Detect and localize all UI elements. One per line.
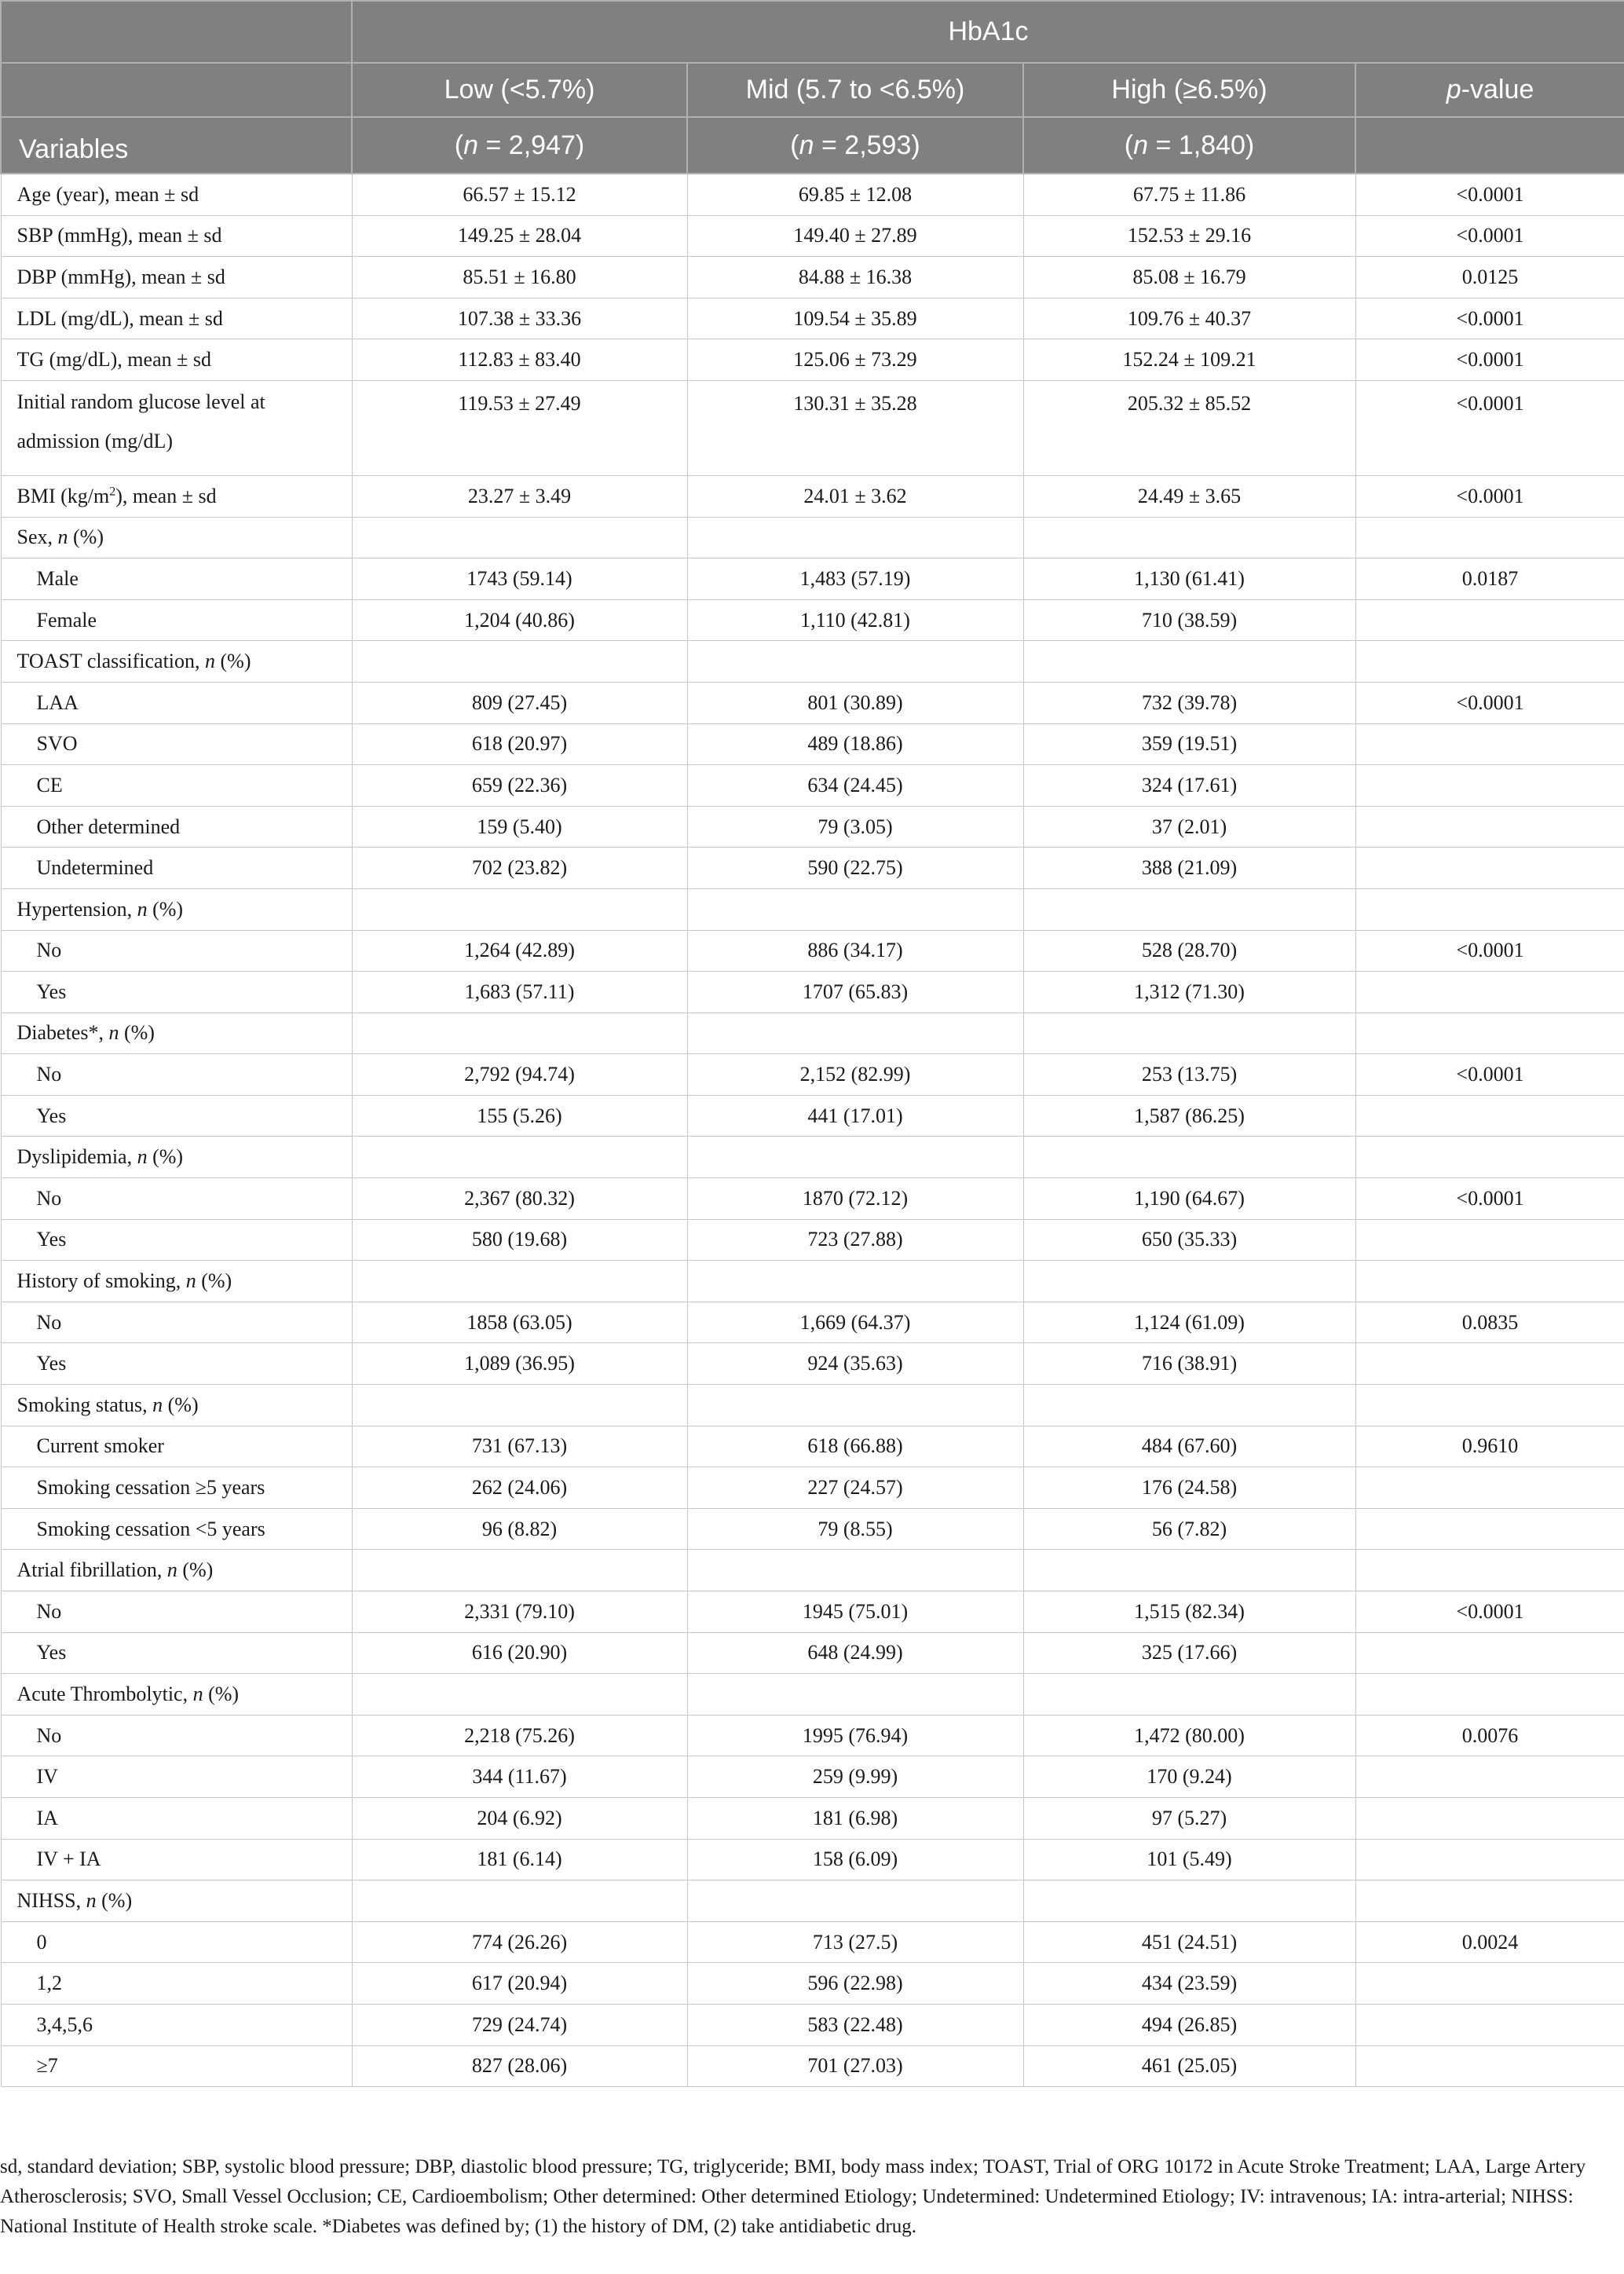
table-row: [1, 765, 1624, 807]
table-row: [1, 558, 1624, 600]
cell-p: [1355, 1219, 1624, 1261]
empty-cell: [1355, 1880, 1624, 1922]
empty-cell: [1355, 1385, 1624, 1426]
empty-cell: [687, 641, 1023, 683]
cell-high: 494 (26.85): [1023, 2004, 1355, 2045]
cell-low: 2,792 (94.74): [352, 1054, 687, 1096]
table-row: [1, 1508, 1624, 1550]
row-label: CE: [1, 765, 352, 807]
cell-mid: 84.88 ± 16.38: [687, 257, 1023, 298]
empty-cell: [687, 888, 1023, 930]
row-label: Initial random glucose level at admission (mg/dL): [1, 380, 352, 475]
high-group-header: High (≥6.5%): [1023, 63, 1355, 117]
cell-mid: 648 (24.99): [687, 1632, 1023, 1674]
empty-cell: [1023, 641, 1355, 683]
row-label: Sex, n (%): [1, 517, 352, 558]
cell-high: 1,312 (71.30): [1023, 972, 1355, 1013]
cell-mid: 227 (24.57): [687, 1467, 1023, 1509]
empty-cell: [1355, 517, 1624, 558]
empty-cell: [352, 1550, 687, 1591]
table-row: [1, 1012, 1624, 1054]
table-row: [1, 972, 1624, 1013]
empty-cell: [352, 517, 687, 558]
row-label: Other determined: [1, 806, 352, 848]
cell-high: 451 (24.51): [1023, 1921, 1355, 1963]
cell-p: [1355, 1839, 1624, 1880]
cell-p: [1355, 765, 1624, 807]
row-label: IV: [1, 1756, 352, 1798]
cell-p: 0.0076: [1355, 1715, 1624, 1756]
cell-high: 388 (21.09): [1023, 848, 1355, 889]
table-row: [1, 298, 1624, 339]
empty-cell: [352, 1385, 687, 1426]
cell-low: 344 (11.67): [352, 1756, 687, 1798]
row-label: Hypertension, n (%): [1, 888, 352, 930]
cell-high: 434 (23.59): [1023, 1963, 1355, 2005]
empty-cell: [687, 1012, 1023, 1054]
empty-cell: [687, 1880, 1023, 1922]
row-label: LDL (mg/dL), mean ± sd: [1, 298, 352, 339]
table-row: [1, 1343, 1624, 1385]
row-label: No: [1, 1178, 352, 1220]
row-label: 1,2: [1, 1963, 352, 2005]
table-row: [1, 599, 1624, 641]
row-label: SVO: [1, 723, 352, 765]
table-row: [1, 380, 1624, 475]
cell-mid: 79 (3.05): [687, 806, 1023, 848]
header-corner-2: [1, 63, 352, 117]
row-label: Male: [1, 558, 352, 600]
cell-low: 2,218 (75.26): [352, 1715, 687, 1756]
cell-mid: 618 (66.88): [687, 1426, 1023, 1467]
row-label: No: [1, 1591, 352, 1633]
row-label: ≥7: [1, 2045, 352, 2087]
row-label: Yes: [1, 1632, 352, 1674]
low-group-header: Low (<5.7%): [352, 63, 687, 117]
row-label: IV + IA: [1, 1839, 352, 1880]
row-label: Yes: [1, 972, 352, 1013]
cell-high: 1,515 (82.34): [1023, 1591, 1355, 1633]
row-label: Age (year), mean ± sd: [1, 174, 352, 215]
cell-mid: 181 (6.98): [687, 1797, 1023, 1839]
cell-high: 176 (24.58): [1023, 1467, 1355, 1509]
empty-cell: [1023, 1880, 1355, 1922]
empty-cell: [352, 888, 687, 930]
table-row: [1, 1302, 1624, 1343]
cell-high: 109.76 ± 40.37: [1023, 298, 1355, 339]
cell-low: 809 (27.45): [352, 682, 687, 723]
empty-cell: [352, 1137, 687, 1178]
table-row: [1, 215, 1624, 257]
row-label: Female: [1, 599, 352, 641]
table-row: [1, 257, 1624, 298]
low-n-header: (n = 2,947): [352, 117, 687, 174]
empty-cell: [1355, 1012, 1624, 1054]
cell-high: 359 (19.51): [1023, 723, 1355, 765]
table-row: [1, 2004, 1624, 2045]
cell-p: <0.0001: [1355, 298, 1624, 339]
cell-p: <0.0001: [1355, 1178, 1624, 1220]
table-row: [1, 1426, 1624, 1467]
cell-mid: 125.06 ± 73.29: [687, 339, 1023, 381]
empty-cell: [1355, 888, 1624, 930]
row-label: No: [1, 1715, 352, 1756]
cell-p: [1355, 1467, 1624, 1509]
cell-high: 484 (67.60): [1023, 1426, 1355, 1467]
cell-low: 96 (8.82): [352, 1508, 687, 1550]
empty-cell: [352, 1261, 687, 1302]
cell-low: 1743 (59.14): [352, 558, 687, 600]
empty-cell: [687, 1550, 1023, 1591]
row-label: BMI $(kg/m^2)$, mean ± sd: [1, 475, 352, 517]
cell-mid: 886 (34.17): [687, 930, 1023, 972]
cell-low: 827 (28.06): [352, 2045, 687, 2087]
row-label: TG (mg/dL), mean ± sd: [1, 339, 352, 381]
cell-high: 205.32 ± 85.52: [1023, 380, 1355, 475]
row-label: Yes: [1, 1343, 352, 1385]
cell-low: 774 (26.26): [352, 1921, 687, 1963]
cell-mid: 109.54 ± 35.89: [687, 298, 1023, 339]
empty-cell: [687, 517, 1023, 558]
cell-high: 85.08 ± 16.79: [1023, 257, 1355, 298]
cell-mid: 634 (24.45): [687, 765, 1023, 807]
row-label: Acute Thrombolytic, n (%): [1, 1674, 352, 1716]
empty-cell: [1023, 1674, 1355, 1716]
cell-high: 461 (25.05): [1023, 2045, 1355, 2087]
header-row-counts: [1, 117, 1624, 174]
empty-cell: [687, 1261, 1023, 1302]
empty-cell: [352, 1012, 687, 1054]
cell-p: [1355, 1756, 1624, 1798]
row-label: LAA: [1, 682, 352, 723]
header-row-groups: [1, 63, 1624, 117]
cell-mid: 130.31 ± 35.28: [687, 380, 1023, 475]
empty-cell: [1023, 1261, 1355, 1302]
cell-high: 253 (13.75): [1023, 1054, 1355, 1096]
table-row: [1, 806, 1624, 848]
cell-mid: 801 (30.89): [687, 682, 1023, 723]
cell-high: 732 (39.78): [1023, 682, 1355, 723]
cell-low: 731 (67.13): [352, 1426, 687, 1467]
cell-p: <0.0001: [1355, 380, 1624, 475]
cell-mid: 713 (27.5): [687, 1921, 1023, 1963]
row-label: TOAST classification, n (%): [1, 641, 352, 683]
cell-p: <0.0001: [1355, 215, 1624, 257]
row-label: No: [1, 1302, 352, 1343]
table-row: [1, 1178, 1624, 1220]
cell-p: 0.0125: [1355, 257, 1624, 298]
table-row: [1, 1591, 1624, 1633]
cell-low: 617 (20.94): [352, 1963, 687, 2005]
row-label: 0: [1, 1921, 352, 1963]
empty-cell: [1023, 1385, 1355, 1426]
cell-p: [1355, 1797, 1624, 1839]
cell-low: 23.27 ± 3.49: [352, 475, 687, 517]
table-footnote: sd, standard deviation; SBP, systolic blood pressure; DBP, diastolic blood pressure; TG, triglyceride; BMI, body mass index; TOAST, Trial of ORG 10172 in Acute Stroke Treatment; LAA, Large Artery Atherosclerosis; SVO, Small Vessel Occlusion; CE, Cardioembolism; Other determined: Other determined Etiology; Undetermined: Undetermined Etiology; IV: intravenous; IA: intra-arterial; NIHSS: National Institute of Health stroke scale. *Diabetes was defined by; (1) the history of DM, (2) take antidiabetic drug.: [0, 2156, 1586, 2237]
empty-cell: [352, 641, 687, 683]
table-row: [1, 1921, 1624, 1963]
cell-high: 67.75 ± 11.86: [1023, 174, 1355, 215]
cell-p: <0.0001: [1355, 682, 1624, 723]
row-label: Dyslipidemia, n (%): [1, 1137, 352, 1178]
cell-low: 1,089 (36.95): [352, 1343, 687, 1385]
cell-p: [1355, 2004, 1624, 2045]
cell-high: 152.24 ± 109.21: [1023, 339, 1355, 381]
cell-p: <0.0001: [1355, 174, 1624, 215]
cell-low: 119.53 ± 27.49: [352, 380, 687, 475]
cell-mid: 924 (35.63): [687, 1343, 1023, 1385]
row-label: SBP (mmHg), mean ± sd: [1, 215, 352, 257]
cell-high: 324 (17.61): [1023, 765, 1355, 807]
cell-mid: 1,483 (57.19): [687, 558, 1023, 600]
table-row: [1, 1632, 1624, 1674]
cell-mid: 701 (27.03): [687, 2045, 1023, 2087]
cell-p: [1355, 1095, 1624, 1137]
header-row-hba1c: [1, 1, 1624, 63]
cell-mid: 590 (22.75): [687, 848, 1023, 889]
table-row: [1, 1797, 1624, 1839]
cell-low: 580 (19.68): [352, 1219, 687, 1261]
cell-p: [1355, 723, 1624, 765]
cell-mid: 2,152 (82.99): [687, 1054, 1023, 1096]
row-label: NIHSS, n (%): [1, 1880, 352, 1922]
cell-low: 112.83 ± 83.40: [352, 339, 687, 381]
table-row: [1, 475, 1624, 517]
row-label: No: [1, 930, 352, 972]
table-row: [1, 1674, 1624, 1716]
hba1c-header: HbA1c: [352, 1, 1624, 63]
table-body: [1, 174, 1624, 2087]
cell-low: 107.38 ± 33.36: [352, 298, 687, 339]
row-label: Smoking cessation <5 years: [1, 1508, 352, 1550]
cell-p: [1355, 806, 1624, 848]
table-row: [1, 174, 1624, 215]
table-row: [1, 930, 1624, 972]
cell-low: 729 (24.74): [352, 2004, 687, 2045]
cell-low: 159 (5.40): [352, 806, 687, 848]
row-label: Yes: [1, 1219, 352, 1261]
empty-cell: [1023, 1012, 1355, 1054]
cell-high: 1,587 (86.25): [1023, 1095, 1355, 1137]
cell-p: <0.0001: [1355, 930, 1624, 972]
cell-high: 101 (5.49): [1023, 1839, 1355, 1880]
table-row: [1, 1550, 1624, 1591]
row-label: Current smoker: [1, 1426, 352, 1467]
cell-mid: 79 (8.55): [687, 1508, 1023, 1550]
empty-cell: [687, 1137, 1023, 1178]
cell-low: 2,331 (79.10): [352, 1591, 687, 1633]
cell-high: 170 (9.24): [1023, 1756, 1355, 1798]
table-row: [1, 1756, 1624, 1798]
cell-high: 97 (5.27): [1023, 1797, 1355, 1839]
table-row: [1, 641, 1624, 683]
empty-cell: [1023, 517, 1355, 558]
cell-high: 1,190 (64.67): [1023, 1178, 1355, 1220]
cell-mid: 1,669 (64.37): [687, 1302, 1023, 1343]
cell-mid: 69.85 ± 12.08: [687, 174, 1023, 215]
cell-p: <0.0001: [1355, 339, 1624, 381]
mid-n-header: (n = 2,593): [687, 117, 1023, 174]
table-row: [1, 1880, 1624, 1922]
cell-mid: 583 (22.48): [687, 2004, 1023, 2045]
cell-high: 1,124 (61.09): [1023, 1302, 1355, 1343]
cell-low: 1,204 (40.86): [352, 599, 687, 641]
row-label: 3,4,5,6: [1, 2004, 352, 2045]
empty-cell: [352, 1674, 687, 1716]
cell-p: [1355, 1508, 1624, 1550]
cell-mid: 1870 (72.12): [687, 1178, 1023, 1220]
p-value-header: p-value: [1355, 63, 1624, 117]
empty-cell: [1023, 1550, 1355, 1591]
cell-low: 1,683 (57.11): [352, 972, 687, 1013]
cell-low: 702 (23.82): [352, 848, 687, 889]
empty-cell: [687, 1674, 1023, 1716]
table-row: [1, 848, 1624, 889]
cell-p: [1355, 848, 1624, 889]
row-label: Atrial fibrillation, n (%): [1, 1550, 352, 1591]
cell-p: [1355, 1963, 1624, 2005]
table-row: [1, 1963, 1624, 2005]
empty-cell: [1355, 1674, 1624, 1716]
cell-high: 650 (35.33): [1023, 1219, 1355, 1261]
empty-cell: [1355, 1137, 1624, 1178]
cell-high: 710 (38.59): [1023, 599, 1355, 641]
cell-p: 0.0835: [1355, 1302, 1624, 1343]
cell-mid: 1995 (76.94): [687, 1715, 1023, 1756]
empty-cell: [1355, 1261, 1624, 1302]
cell-mid: 723 (27.88): [687, 1219, 1023, 1261]
cell-high: 1,130 (61.41): [1023, 558, 1355, 600]
cell-p: <0.0001: [1355, 1591, 1624, 1633]
cell-mid: 1,110 (42.81): [687, 599, 1023, 641]
cell-low: 1858 (63.05): [352, 1302, 687, 1343]
cell-p: 0.0024: [1355, 1921, 1624, 1963]
cell-mid: 1707 (65.83): [687, 972, 1023, 1013]
empty-cell: [1023, 1137, 1355, 1178]
cell-low: 659 (22.36): [352, 765, 687, 807]
cell-mid: 158 (6.09): [687, 1839, 1023, 1880]
variables-header: Variables: [1, 117, 352, 174]
cell-p: [1355, 2045, 1624, 2087]
table-row: [1, 1839, 1624, 1880]
table-row: [1, 1137, 1624, 1178]
table-row: [1, 1467, 1624, 1509]
cell-mid: 259 (9.99): [687, 1756, 1023, 1798]
cell-high: 325 (17.66): [1023, 1632, 1355, 1674]
table-row: [1, 1095, 1624, 1137]
row-label: Smoking cessation ≥5 years: [1, 1467, 352, 1509]
table-row: [1, 888, 1624, 930]
empty-cell: [1355, 641, 1624, 683]
cell-high: 56 (7.82): [1023, 1508, 1355, 1550]
cell-high: 37 (2.01): [1023, 806, 1355, 848]
p-n-header: [1355, 117, 1624, 174]
row-label: IA: [1, 1797, 352, 1839]
table-row: [1, 723, 1624, 765]
table-row: [1, 517, 1624, 558]
cell-high: 24.49 ± 3.65: [1023, 475, 1355, 517]
cell-low: 155 (5.26): [352, 1095, 687, 1137]
table-row: [1, 1054, 1624, 1096]
cell-low: 1,264 (42.89): [352, 930, 687, 972]
row-label: No: [1, 1054, 352, 1096]
cell-p: 0.9610: [1355, 1426, 1624, 1467]
cell-high: 152.53 ± 29.16: [1023, 215, 1355, 257]
table-row: [1, 339, 1624, 381]
mid-group-header: Mid (5.7 to <6.5%): [687, 63, 1023, 117]
row-label: Smoking status, n (%): [1, 1385, 352, 1426]
table-row: [1, 1261, 1624, 1302]
cell-low: 616 (20.90): [352, 1632, 687, 1674]
empty-cell: [1355, 1550, 1624, 1591]
header-corner: [1, 1, 352, 63]
cell-low: 262 (24.06): [352, 1467, 687, 1509]
empty-cell: [687, 1385, 1023, 1426]
table-header: [1, 1, 1624, 174]
table-row: [1, 682, 1624, 723]
cell-high: 528 (28.70): [1023, 930, 1355, 972]
cell-p: <0.0001: [1355, 1054, 1624, 1096]
cell-p: 0.0187: [1355, 558, 1624, 600]
row-label: History of smoking, n (%): [1, 1261, 352, 1302]
cell-low: 2,367 (80.32): [352, 1178, 687, 1220]
row-label: Undetermined: [1, 848, 352, 889]
cell-high: 1,472 (80.00): [1023, 1715, 1355, 1756]
cell-low: 85.51 ± 16.80: [352, 257, 687, 298]
cell-low: 149.25 ± 28.04: [352, 215, 687, 257]
cell-low: 181 (6.14): [352, 1839, 687, 1880]
cell-p: <0.0001: [1355, 475, 1624, 517]
cell-p: [1355, 1632, 1624, 1674]
cell-p: [1355, 1343, 1624, 1385]
cell-mid: 441 (17.01): [687, 1095, 1023, 1137]
table-row: [1, 1715, 1624, 1756]
cell-mid: 1945 (75.01): [687, 1591, 1023, 1633]
row-label: DBP (mmHg), mean ± sd: [1, 257, 352, 298]
cell-low: 66.57 ± 15.12: [352, 174, 687, 215]
cell-high: 716 (38.91): [1023, 1343, 1355, 1385]
cell-p: [1355, 599, 1624, 641]
cell-p: [1355, 972, 1624, 1013]
row-label: Diabetes*, n (%): [1, 1012, 352, 1054]
empty-cell: [1023, 888, 1355, 930]
table-row: [1, 1219, 1624, 1261]
cell-mid: 596 (22.98): [687, 1963, 1023, 2005]
cell-low: 204 (6.92): [352, 1797, 687, 1839]
high-n-header: (n = 1,840): [1023, 117, 1355, 174]
table-row: [1, 2045, 1624, 2087]
cell-low: 618 (20.97): [352, 723, 687, 765]
cell-mid: 489 (18.86): [687, 723, 1023, 765]
cell-mid: 149.40 ± 27.89: [687, 215, 1023, 257]
cell-mid: 24.01 ± 3.62: [687, 475, 1023, 517]
empty-cell: [352, 1880, 687, 1922]
table-row: [1, 1385, 1624, 1426]
row-label: Yes: [1, 1095, 352, 1137]
